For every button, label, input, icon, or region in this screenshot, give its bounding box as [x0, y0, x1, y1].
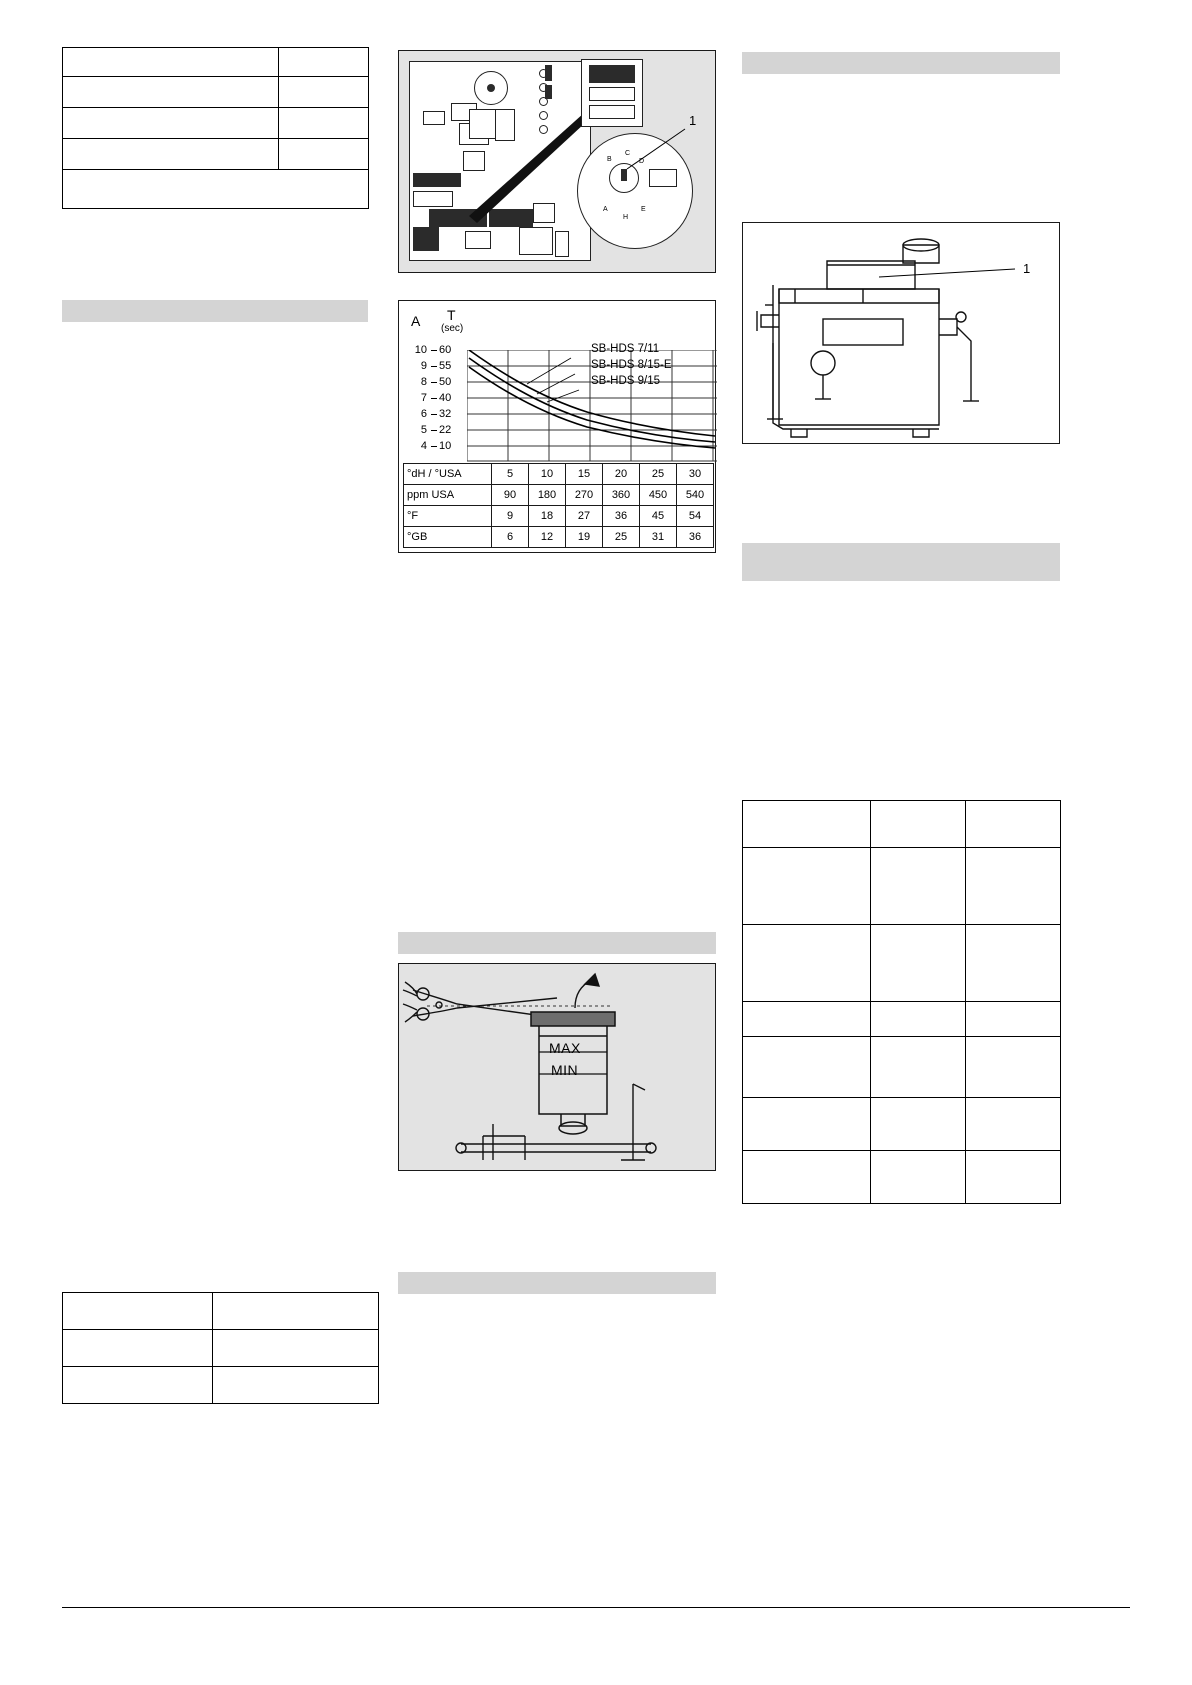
table-row — [63, 170, 369, 209]
cell: 36 — [603, 506, 640, 527]
cell — [871, 1002, 966, 1037]
callout-1: 1 — [1023, 261, 1031, 276]
water-tank-figure — [742, 222, 1060, 444]
cell: 270 — [566, 485, 603, 506]
cell — [279, 108, 369, 139]
ytick-A: 10 — [414, 344, 427, 356]
ytick-A: 8 — [420, 376, 427, 388]
cell — [63, 108, 279, 139]
table-row — [63, 48, 369, 77]
ytick-T: 40 — [439, 392, 452, 404]
ytick-T: 50 — [439, 376, 452, 388]
cell: 20 — [603, 464, 640, 485]
legend-item: SB-HDS 8/15-E — [591, 359, 672, 371]
table-row — [63, 139, 369, 170]
cell: 27 — [566, 506, 603, 527]
table-row — [743, 1037, 1061, 1098]
table-row — [63, 108, 369, 139]
table-row — [743, 848, 1061, 925]
hardness-unit-table — [403, 463, 714, 548]
cell: 540 — [677, 485, 714, 506]
cell — [871, 1037, 966, 1098]
cell — [966, 848, 1061, 925]
cell: 15 — [566, 464, 603, 485]
cell: 30 — [677, 464, 714, 485]
cell: 12 — [529, 527, 566, 548]
small-values-table — [62, 1292, 379, 1404]
cell: 360 — [603, 485, 640, 506]
table-row — [63, 1330, 379, 1367]
legend-item: SB-HDS 7/11 — [591, 343, 660, 355]
table-row — [743, 1002, 1061, 1037]
ytick-A: 4 — [420, 440, 427, 452]
svg-text:E: E — [641, 206, 646, 213]
cell: 19 — [566, 527, 603, 548]
chart-axis-T: T — [447, 307, 456, 323]
cell — [63, 1367, 213, 1404]
control-board-figure — [398, 50, 716, 273]
cell — [743, 925, 871, 1002]
svg-text:A: A — [603, 206, 608, 213]
cell: 36 — [677, 527, 714, 548]
section-bar-center-figure — [398, 932, 716, 954]
cell — [63, 1330, 213, 1367]
table-row — [743, 1098, 1061, 1151]
cell: 5 — [492, 464, 529, 485]
svg-text:H: H — [623, 214, 629, 221]
min-level-label: MIN — [551, 1062, 579, 1078]
cell — [871, 801, 966, 848]
cell — [213, 1330, 379, 1367]
legend-item: SB-HDS 9/15 — [591, 375, 661, 387]
row-header: °GB — [404, 527, 492, 548]
cell — [966, 1037, 1061, 1098]
ytick-T: 22 — [439, 424, 452, 436]
svg-text:C: C — [625, 150, 631, 157]
cell: 10 — [529, 464, 566, 485]
cell: 25 — [640, 464, 677, 485]
row-header: °dH / °USA — [404, 464, 492, 485]
section-bar-right-middle — [742, 543, 1060, 581]
cell: 6 — [492, 527, 529, 548]
ytick-A: 9 — [420, 360, 427, 372]
cell — [871, 925, 966, 1002]
cell — [966, 925, 1061, 1002]
cell: 450 — [640, 485, 677, 506]
table-row — [404, 464, 714, 485]
table-row — [743, 1151, 1061, 1204]
callout-line — [399, 51, 717, 274]
cell — [63, 1293, 213, 1330]
chart-axis-A: A — [411, 313, 421, 329]
cell — [279, 48, 369, 77]
svg-text:B: B — [607, 156, 612, 163]
ytick-A: 6 — [420, 408, 427, 420]
footer-rule — [62, 1607, 1130, 1608]
cell — [871, 1151, 966, 1204]
cell: 45 — [640, 506, 677, 527]
cell — [966, 801, 1061, 848]
softener-bottle-figure — [398, 963, 716, 1171]
cell — [279, 139, 369, 170]
cell — [213, 1367, 379, 1404]
maintenance-table — [742, 800, 1061, 1204]
table-row — [743, 925, 1061, 1002]
water-hardness-chart — [398, 300, 716, 553]
table-row — [743, 801, 1061, 848]
cell — [213, 1293, 379, 1330]
specification-table — [62, 47, 369, 209]
table-row — [63, 1293, 379, 1330]
section-bar-left-upper — [62, 300, 368, 322]
cell — [743, 848, 871, 925]
table-row — [404, 485, 714, 506]
cell: 25 — [603, 527, 640, 548]
cell — [966, 1151, 1061, 1204]
cell — [871, 848, 966, 925]
cell — [279, 77, 369, 108]
ytick-T: 10 — [439, 440, 452, 452]
cell: 18 — [529, 506, 566, 527]
cell: 90 — [492, 485, 529, 506]
cell — [966, 1002, 1061, 1037]
ytick-T: 55 — [439, 360, 452, 372]
row-header: °F — [404, 506, 492, 527]
cell — [743, 1002, 871, 1037]
cell — [743, 1151, 871, 1204]
cell: 9 — [492, 506, 529, 527]
cell: 31 — [640, 527, 677, 548]
callout-1: 1 — [689, 113, 697, 128]
cell — [63, 48, 279, 77]
row-header: ppm USA — [404, 485, 492, 506]
ytick-A: 7 — [420, 392, 427, 404]
cell — [63, 139, 279, 170]
chart-axis-T-unit: (sec) — [441, 323, 464, 334]
table-row — [404, 506, 714, 527]
section-bar-right-upper — [742, 52, 1060, 74]
section-bar-center-lower — [398, 1272, 716, 1294]
table-row — [63, 77, 369, 108]
cell: 54 — [677, 506, 714, 527]
max-level-label: MAX — [549, 1040, 581, 1056]
ytick-T: 32 — [439, 408, 452, 420]
cell — [63, 170, 369, 209]
table-row — [63, 1367, 379, 1404]
ytick-T: 60 — [439, 344, 452, 356]
cell — [63, 77, 279, 108]
cell — [871, 1098, 966, 1151]
cell — [743, 801, 871, 848]
svg-text:D: D — [639, 158, 645, 165]
cell — [966, 1098, 1061, 1151]
cell — [743, 1098, 871, 1151]
cell — [743, 1037, 871, 1098]
cell: 180 — [529, 485, 566, 506]
table-row — [404, 527, 714, 548]
ytick-A: 5 — [420, 424, 427, 436]
